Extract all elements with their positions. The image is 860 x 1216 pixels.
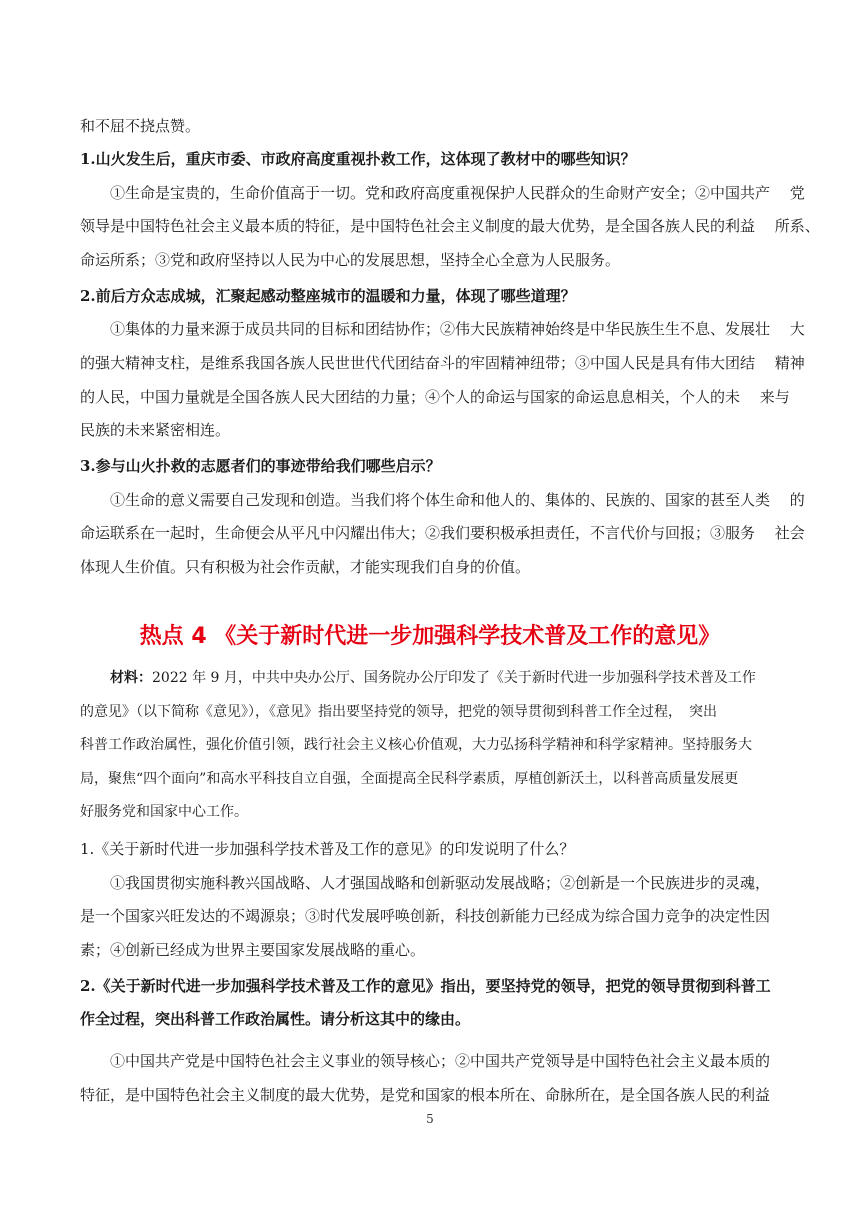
- answer-1-line-3: 命运所系；③党和政府坚持以人民为中心的发展思想，坚持全心全意为人民服务。: [80, 251, 621, 269]
- answer-4-line-2: 是一个国家兴旺发达的不竭源泉；③时代发展呼唤创新，科技创新能力已经成为综合国力竞争的决定性因: [80, 907, 771, 925]
- material-label: 材料：: [110, 670, 152, 686]
- question-5-line-1: 2.《关于新时代进一步加强科学技术普及工作的意见》指出，要坚持党的领导，把党的领导贯彻到科普工: [80, 977, 771, 995]
- material-line-4: 局，聚焦“四个面向”和高水平科技自立自强，全面提高全民科学素质，厚植创新沃土，以科普高质量发展更: [80, 771, 739, 787]
- question-4: 1.《关于新时代进一步加强科学技术普及工作的意见》的印发说明了什么？: [80, 840, 575, 858]
- material-line-2: 的意见》（以下简称《意见》），《意见》指出要坚持党的领导，把党的领导贯彻到科普工作全过程， 突出: [80, 704, 717, 720]
- page-number: 5: [426, 1112, 434, 1126]
- question-1: 1.山火发生后，重庆市委、市政府高度重视扑救工作，这体现了教材中的哪些知识？: [80, 150, 636, 168]
- answer-4-line-1: ①我国贯彻实施科教兴国战略、人才强国战略和创新驱动发展战略；②创新是一个民族进步的灵魂，: [110, 874, 771, 892]
- question-2: 2.前后方众志成城，汇聚起感动整座城市的温暖和力量，体现了哪些道理？: [80, 287, 576, 305]
- material-line-1: [110, 668, 786, 688]
- question-5-line-2: 作全过程，突出科普工作政治属性。请分析这其中的缘由。: [80, 1010, 471, 1028]
- answer-5-line-1: ①中国共产党是中国特色社会主义事业的领导核心；②中国共产党领导是中国特色社会主义最本质的: [110, 1052, 771, 1070]
- continuation-line: 和不屈不挠点赞。: [80, 117, 201, 135]
- answer-3-line-2: 命运联系在一起时，生命便会从平凡中闪耀出伟大；②我们要积极承担责任，不言代价与回报；③服务 社会: [80, 524, 805, 542]
- hotspot-title: 热点 4 《关于新时代进一步加强科学技术普及工作的意见》: [139, 624, 721, 649]
- answer-2-line-4: 民族的未来紧密相连。: [80, 421, 231, 439]
- answer-1-line-2: 领导是中国特色社会主义最本质的特征，是中国特色社会主义制度的最大优势，是全国各族人民的利益 所系、: [80, 217, 820, 235]
- answer-3-line-1: ①生命的意义需要自己发现和创造。当我们将个体生命和他人的、集体的、民族的、国家的甚至人类 的: [110, 491, 805, 509]
- material-line-5: 好服务党和国家中心工作。: [80, 804, 248, 820]
- answer-1-line-1: ①生命是宝贵的，生命价值高于一切。党和政府高度重视保护人民群众的生命财产安全；②中国共产 党: [110, 184, 805, 202]
- material-line-3: 科普工作政治属性，强化价值引领，践行社会主义核心价值观，大力弘扬科学精神和科学家精神。坚持服务大: [80, 737, 752, 753]
- question-3: 3.参与山火扑救的志愿者们的事迹带给我们哪些启示？: [80, 457, 441, 475]
- answer-5-line-2: 特征，是中国特色社会主义制度的最大优势，是党和国家的根本所在、命脉所在，是全国各族人民的利益: [80, 1086, 771, 1104]
- answer-2-line-3: 的人民，中国力量就是全国各族人民大团结的力量；④个人的命运与国家的命运息息相关，个人的未 来与: [80, 388, 790, 406]
- answer-4-line-3: 素；④创新已经成为世界主要国家发展战略的重心。: [80, 941, 426, 959]
- answer-3-line-3: 体现人生价值。只有积极为社会作贡献，才能实现我们自身的价值。: [80, 558, 531, 576]
- material-text-1: 2022 年 9 月，中共中央办公厅、国务院办公厅印发了《关于新时代进一步加强科学技术普及工作: [152, 670, 756, 686]
- answer-2-line-1: ①集体的力量来源于成员共同的目标和团结协作；②伟大民族精神始终是中华民族生生不息、发展壮 大: [110, 320, 805, 338]
- answer-2-line-2: 的强大精神支柱，是维系我国各族人民世世代代团结奋斗的牢固精神纽带；③中国人民是具有伟大团结 精神: [80, 354, 805, 372]
